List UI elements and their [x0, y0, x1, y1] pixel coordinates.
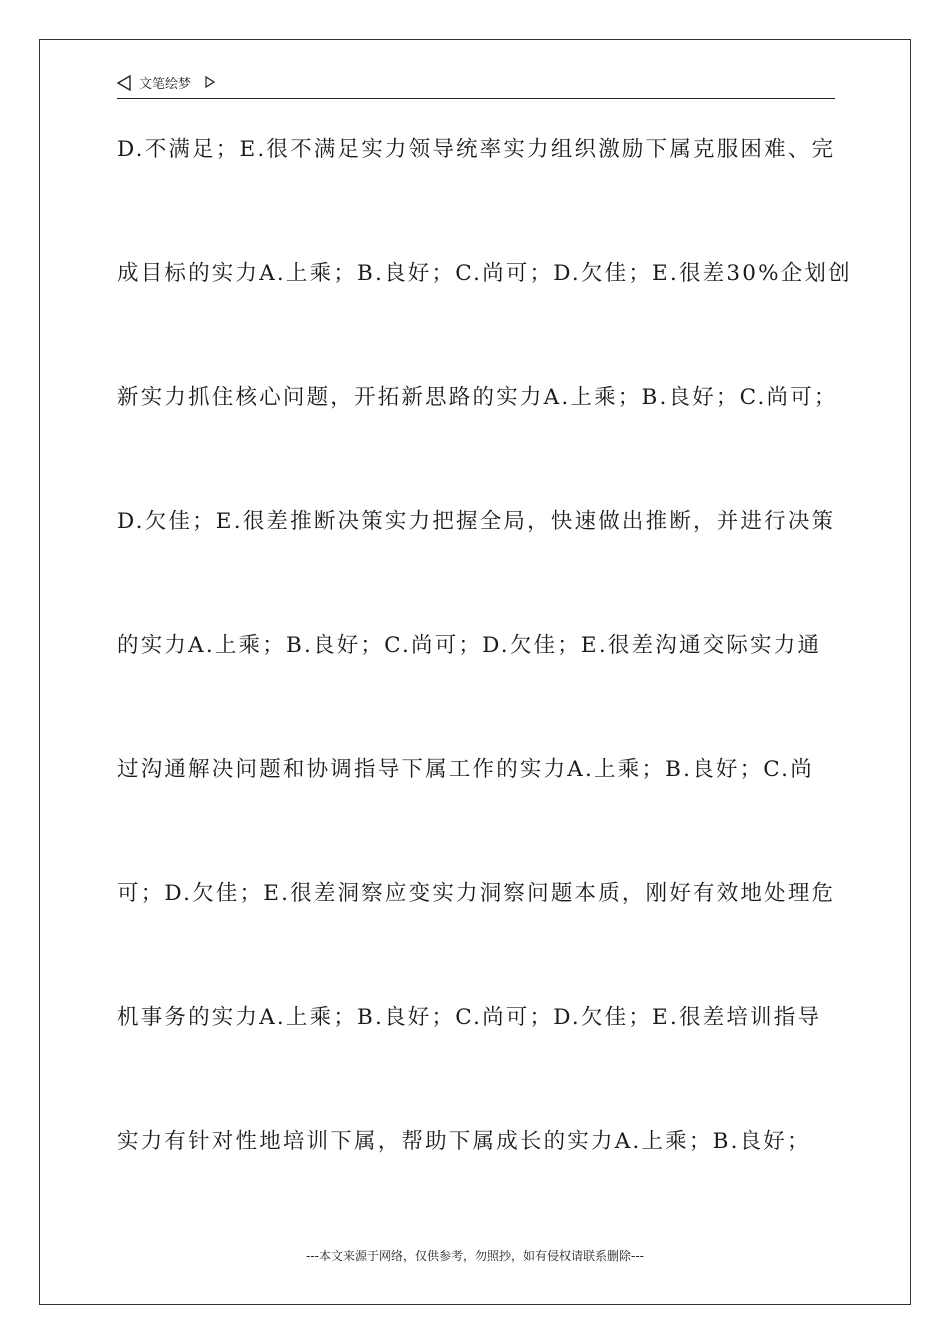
page-header [117, 72, 835, 99]
header-brand: 文笔绘梦 [139, 77, 192, 92]
text-line: 成目标的实力A.上乘；B.良好；C.尚可；D.欠佳；E.很差30%企划创 [117, 261, 852, 286]
text-line: 新实力抓住核心问题，开拓新思路的实力A.上乘；B.良好；C.尚可； [117, 385, 838, 410]
text-line: D.欠佳；E.很差推断决策实力把握全局，快速做出推断，并进行决策 [117, 509, 836, 534]
text-line: 实力有针对性地培训下属，帮助下属成长的实力A.上乘；B.良好； [117, 1129, 811, 1154]
triangle-left-icon [117, 75, 131, 91]
text-line: D.不满足；E.很不满足实力领导统率实力组织激励下属克服困难、完 [117, 137, 836, 162]
text-line: 可；D.欠佳；E.很差洞察应变实力洞察问题本质，刚好有效地处理危 [117, 881, 836, 906]
document-body [117, 130, 852, 1246]
text-line: 机事务的实力A.上乘；B.良好；C.尚可；D.欠佳；E.很差培训指导 [117, 1005, 822, 1030]
text-line: 过沟通解决问题和协调指导下属工作的实力A.上乘；B.良好；C.尚 [117, 757, 814, 782]
text-line: 的实力A.上乘；B.良好；C.尚可；D.欠佳；E.很差沟通交际实力通 [117, 633, 822, 658]
page-footer: ---本文来源于网络，仅供参考，勿照抄，如有侵权请联系删除--- [306, 1249, 644, 1263]
triangle-right-icon [205, 76, 215, 88]
